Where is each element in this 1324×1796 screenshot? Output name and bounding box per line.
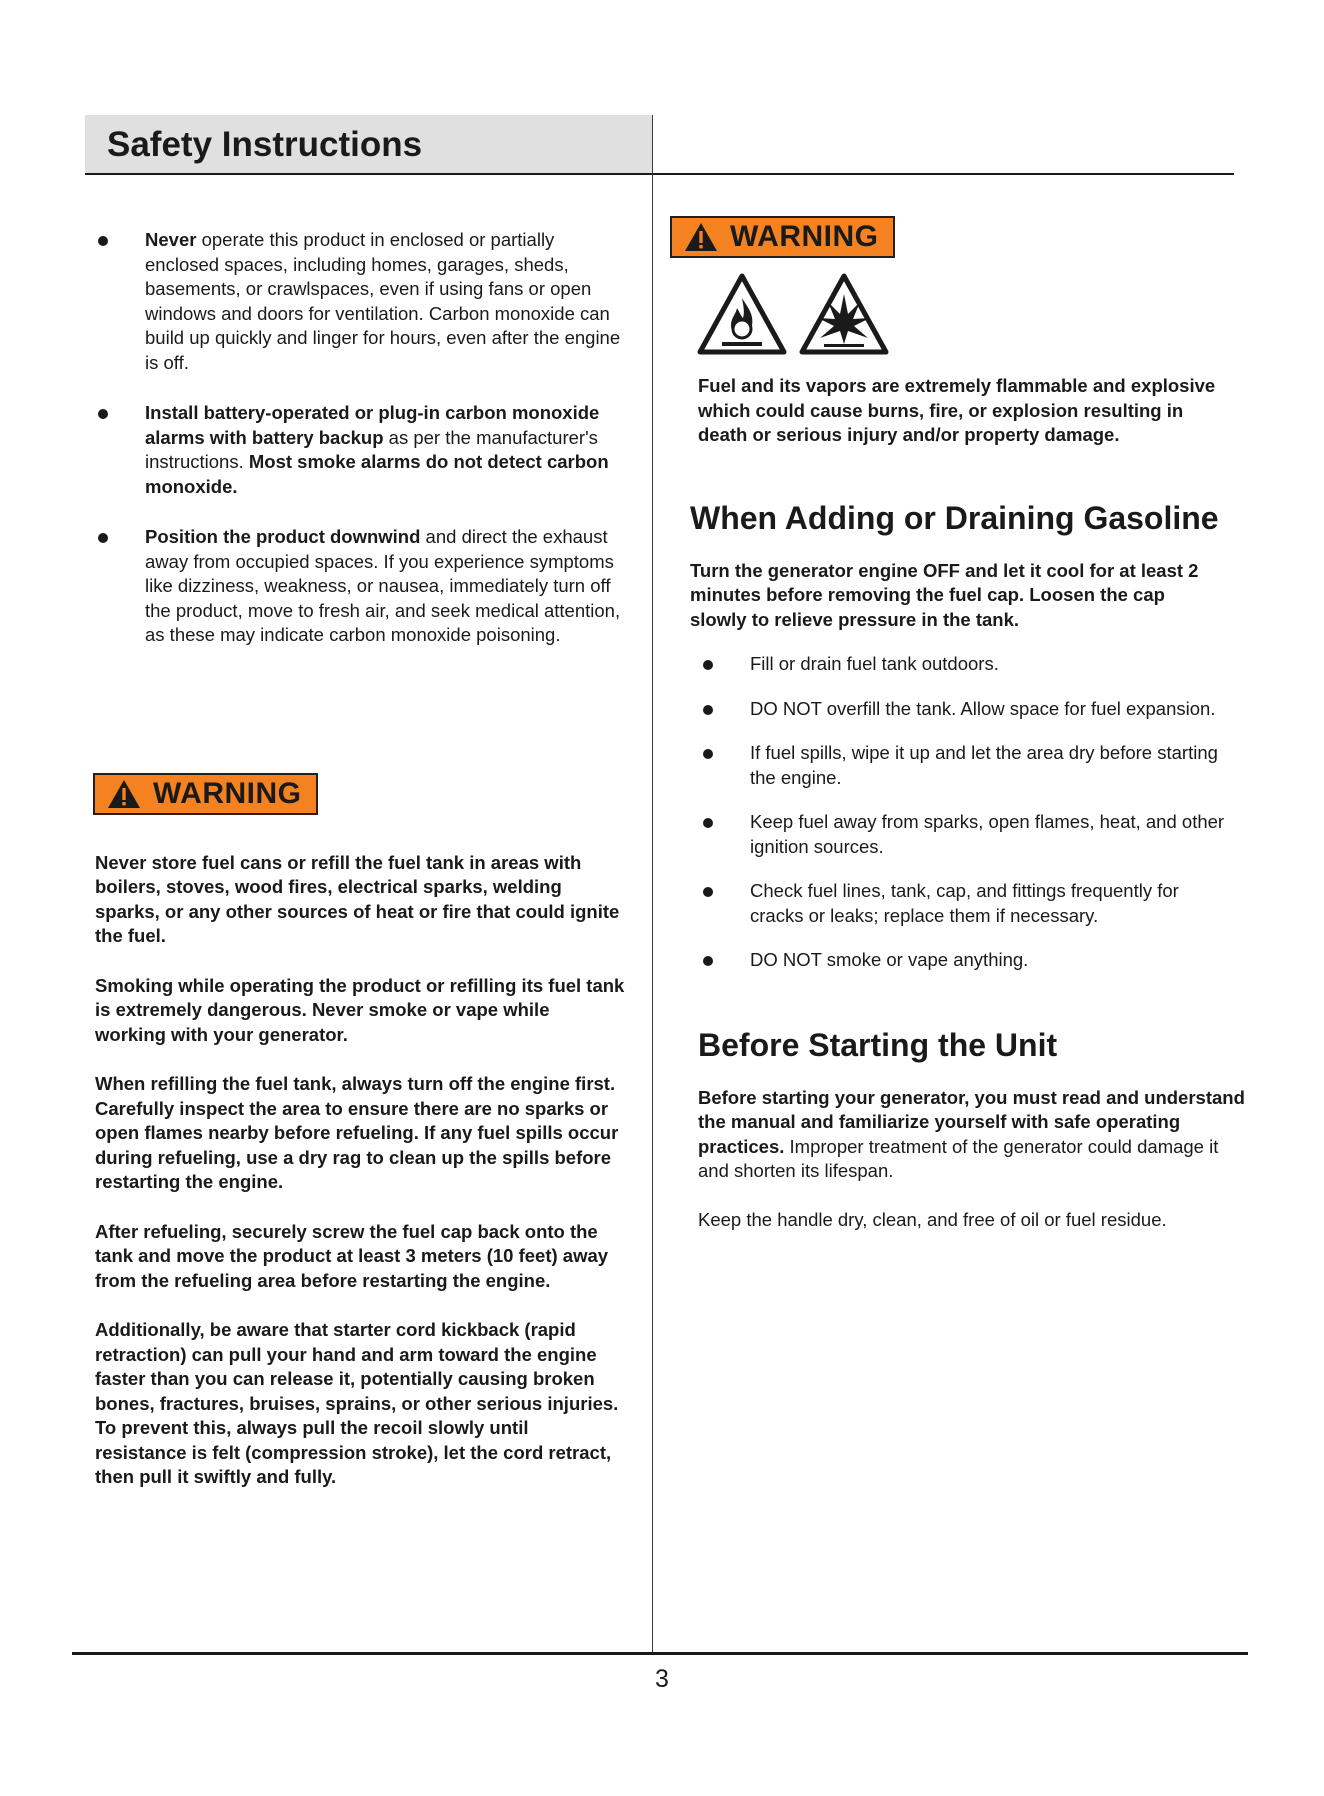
warning-paragraph: Never store fuel cans or refill the fuel tank in areas with boilers, stoves, wood fires, electrical sparks, welding sparks, or any other sources of heat or fire that could ignite the fuel.: [95, 851, 620, 946]
bullet-lead: Install battery-operated or plug-in carbon monoxide alarms with battery backup: [145, 402, 600, 448]
gasoline-section: [690, 500, 1252, 973]
explosive-hazard-icon: [798, 272, 890, 356]
list-item: DO NOT overfill the tank. Allow space for fuel expansion.: [690, 697, 1230, 722]
intro-text: Improper treatment of the generator could damage it and shorten its lifespan.: [698, 1135, 1219, 1181]
footer-rule: [72, 1652, 1248, 1655]
section-intro: Turn the generator engine OFF and let it cool for at least 2 minutes before removing the fuel cap. Loosen the cap slowly to relieve pressure in the tank.: [690, 559, 1199, 630]
gasoline-list: [690, 652, 1230, 973]
list-item: If fuel spills, wipe it up and let the area dry before starting the engine.: [690, 741, 1230, 790]
page-number: 3: [655, 1665, 669, 1693]
warning-badge: [670, 216, 895, 258]
warning-paragraph: When refilling the fuel tank, always turn off the engine first. Carefully inspect the area to ensure there are no sparks or open flames nearby before refueling. If any fuel spills occur during refueling, use a dry rag to clean up the spills before restarting the engine.: [95, 1073, 619, 1192]
list-item: DO NOT smoke or vape anything.: [690, 948, 1230, 973]
section-heading: Before Starting the Unit: [698, 1026, 1058, 1063]
bullet-text: operate this product in enclosed or partially enclosed spaces, including homes, garages, sheds, basements, or crawlspaces, even if using fans or open windows and doors for ventilation. Carbon monoxide can build up quickly and linger for hours, even after the engine is off.: [145, 229, 621, 373]
warning-label: WARNING: [153, 776, 302, 810]
bullet-text: as per the manufacturer's instructions.: [145, 426, 598, 472]
warning-badge: [93, 773, 318, 815]
warning-triangle-icon: [107, 779, 141, 809]
section-intro: [698, 1086, 1248, 1184]
list-item: Keep fuel away from sparks, open flames, heat, and other ignition sources.: [690, 810, 1230, 859]
section-note: Keep the handle dry, clean, and free of oil or fuel residue.: [698, 1208, 1167, 1230]
hazard-icons: [696, 272, 1252, 356]
list-item: [85, 525, 625, 648]
starting-section: [698, 1027, 1252, 1233]
right-column: [672, 216, 1252, 1232]
warning-paragraph: Smoking while operating the product or refilling its fuel tank is extremely dangerous. Never smoke or vape while working with your generator.: [95, 974, 625, 1045]
bullet-emphasis: Most smoke alarms do not detect carbon monoxide.: [145, 451, 609, 497]
co-safety-list: [85, 228, 625, 648]
list-item: [85, 401, 625, 499]
warning-label: WARNING: [730, 220, 879, 253]
bullet-lead: Never: [145, 229, 197, 250]
page-title: Safety Instructions: [107, 125, 423, 164]
list-item: [85, 228, 625, 375]
intro-emphasis: Before starting your generator, you must read and understand the manual and familiarize yourself with safe operating practices.: [698, 1086, 1245, 1157]
right-warning-block: [672, 216, 1252, 448]
list-item: Fill or drain fuel tank outdoors.: [690, 652, 1230, 677]
left-warning-block: [85, 773, 625, 1490]
bullet-text: and direct the exhaust away from occupied spaces. If you experience symptoms like dizziness, weakness, or nausea, immediately turn off the product, move to fresh air, and seek medical attention, as these may indicate carbon monoxide poisoning.: [145, 526, 621, 645]
warning-triangle-icon: [684, 222, 718, 252]
section-heading: When Adding or Draining Gasoline: [690, 499, 1219, 536]
flammable-hazard-icon: [696, 272, 788, 356]
list-item: Check fuel lines, tank, cap, and fittings frequently for cracks or leaks; replace them if necessary.: [690, 879, 1230, 928]
warning-paragraph: Additionally, be aware that starter cord kickback (rapid retraction) can pull your hand and arm toward the engine faster than you can release it, potentially causing broken bones, fractures, bruises, sprains, or other serious injuries. To prevent this, always pull the recoil slowly until resistance is felt (compression stroke), let the cord retract, then pull it swiftly and fully.: [95, 1319, 619, 1487]
left-column: [85, 228, 625, 1490]
warning-paragraph: After refueling, securely screw the fuel cap back onto the tank and move the product at least 3 meters (10 feet) away from the refueling area before restarting the engine.: [95, 1220, 609, 1291]
column-divider: [652, 115, 653, 1653]
header-rule: [85, 173, 1234, 175]
warning-text: Fuel and its vapors are extremely flammable and explosive which could cause burns, fire, or explosion resulting in death or serious injury and/or property damage.: [698, 375, 1216, 445]
bullet-lead: Position the product downwind: [145, 526, 421, 547]
